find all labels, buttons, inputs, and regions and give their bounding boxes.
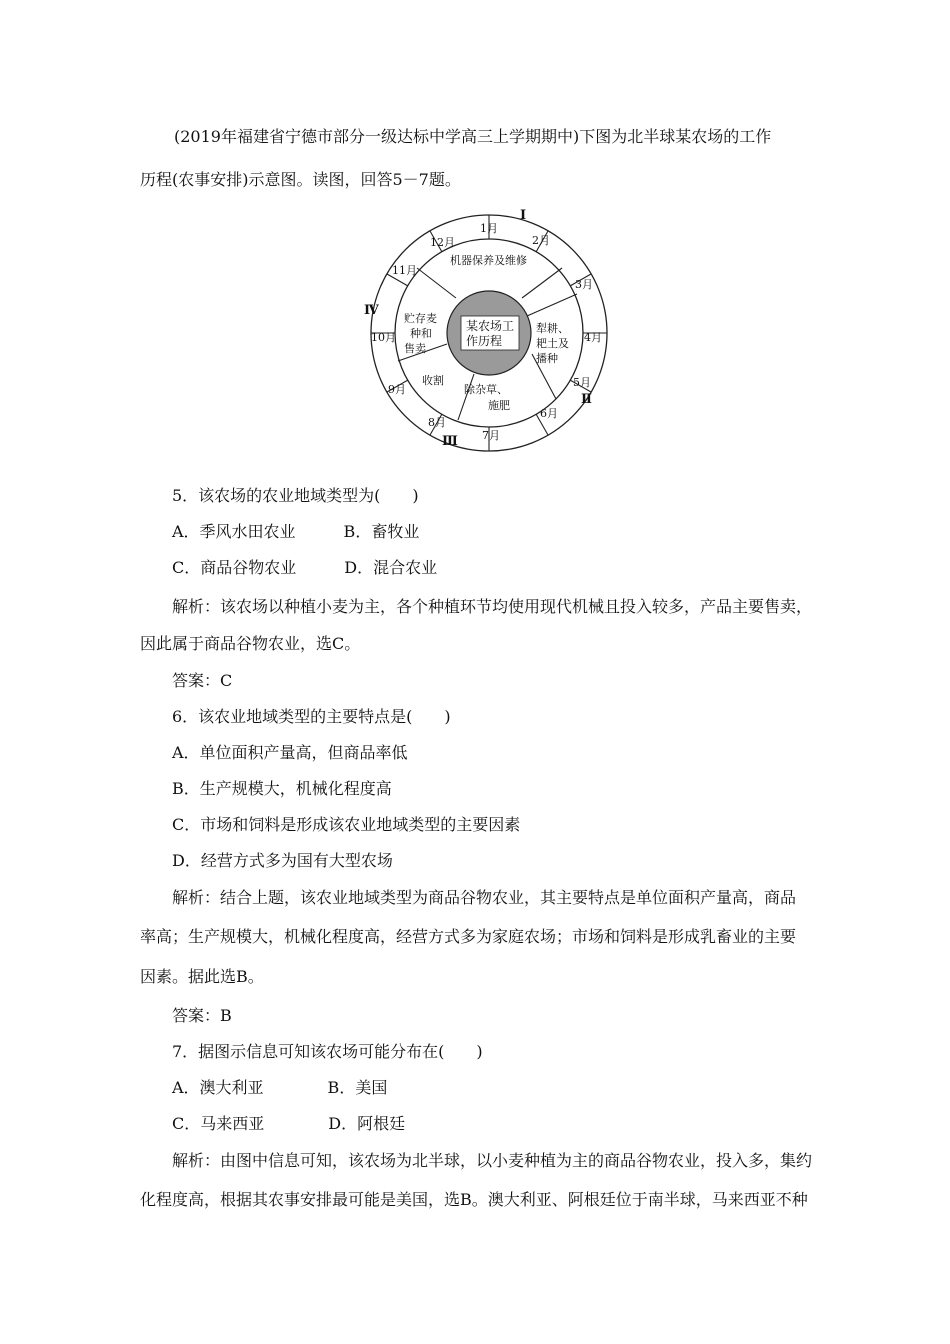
month-label-7: 7月 bbox=[482, 429, 500, 442]
month-label-8: 8月 bbox=[428, 416, 446, 429]
q5-stem: 5．该农场的农业地域类型为( ) bbox=[172, 486, 419, 505]
month-label-1: 1月 bbox=[480, 222, 498, 235]
q5-analysis-2: 因此属于商品谷物农业，选C。 bbox=[140, 634, 361, 653]
quadrant-label-3: Ⅲ bbox=[442, 434, 458, 449]
activity-plowing-3: 播种 bbox=[536, 352, 558, 365]
month-label-3: 3月 bbox=[575, 278, 593, 291]
center-label-line-1: 某农场工 bbox=[466, 319, 515, 333]
q7-options-cd: C．马来西亚 D．阿根廷 bbox=[172, 1114, 406, 1133]
quadrant-label-2: Ⅱ bbox=[581, 392, 592, 407]
month-label-10: 10月 bbox=[371, 331, 396, 344]
month-label-9: 9月 bbox=[388, 383, 406, 396]
q5-options-cd: C．商品谷物农业 D．混合农业 bbox=[172, 558, 438, 577]
farm-calendar-diagram bbox=[362, 206, 622, 456]
q7-analysis-1: 解析：由图中信息可知，该农场为北半球，以小麦种植为主的商品谷物农业，投入多，集约 bbox=[172, 1151, 813, 1170]
quadrant-label-1: Ⅰ bbox=[520, 208, 527, 223]
q7-options-ab: A．澳大利亚 B．美国 bbox=[172, 1078, 388, 1097]
q7-stem: 7．据图示信息可知该农场可能分布在( ) bbox=[172, 1042, 483, 1061]
q6-analysis-2: 率高；生产规模大，机械化程度高，经营方式多为家庭农场；市场和饲料是形成乳畜业的主要 bbox=[140, 927, 797, 946]
activity-storage-2: 种和 bbox=[410, 327, 432, 340]
month-label-5: 5月 bbox=[573, 376, 591, 389]
activity-maintenance: 机器保养及维修 bbox=[450, 254, 527, 267]
activity-plowing-1: 犁耕、 bbox=[536, 322, 569, 335]
q6-stem: 6．该农业地域类型的主要特点是( ) bbox=[172, 707, 451, 726]
q6-option-d: D．经营方式多为国有大型农场 bbox=[172, 851, 393, 870]
activity-weeding-2: 施肥 bbox=[488, 399, 510, 412]
center-label-line-2: 作历程 bbox=[466, 334, 503, 348]
activity-storage-1: 贮存麦 bbox=[404, 312, 437, 325]
activity-weeding-1: 除杂草、 bbox=[464, 383, 508, 396]
q6-option-b: B．生产规模大，机械化程度高 bbox=[172, 779, 392, 798]
quadrant-label-4: Ⅳ bbox=[364, 303, 379, 318]
intro-line-1: (2019年福建省宁德市部分一级达标中学高三上学期期中)下图为北半球某农场的工作 bbox=[174, 127, 772, 146]
month-label-11: 11月 bbox=[392, 264, 417, 277]
q5-answer: 答案：C bbox=[172, 671, 233, 690]
q6-option-a: A．单位面积产量高，但商品率低 bbox=[172, 743, 408, 762]
farm-calendar-svg bbox=[362, 206, 622, 456]
month-label-2: 2月 bbox=[532, 234, 550, 247]
month-label-12: 12月 bbox=[430, 236, 455, 249]
intro-line-2: 历程(农事安排)示意图。读图，回答5－7题。 bbox=[140, 170, 461, 189]
activity-plowing-2: 耙土及 bbox=[536, 337, 569, 350]
q7-analysis-2: 化程度高，根据其农事安排最可能是美国，选B。澳大利亚、阿根廷位于南半球，马来西亚不种 bbox=[140, 1190, 808, 1209]
q6-analysis-3: 因素。据此选B。 bbox=[140, 967, 264, 986]
month-label-4: 4月 bbox=[584, 331, 602, 344]
q6-analysis-1: 解析：结合上题，该农业地域类型为商品谷物农业，其主要特点是单位面积产量高，商品 bbox=[172, 888, 797, 907]
q6-answer: 答案：B bbox=[172, 1006, 232, 1025]
month-label-6: 6月 bbox=[540, 407, 558, 420]
q5-analysis-1: 解析：该农场以种植小麦为主，各个种植环节均使用现代机械且投入较多，产品主要售卖， bbox=[172, 597, 813, 616]
q6-option-c: C．市场和饲料是形成该农业地域类型的主要因素 bbox=[172, 815, 521, 834]
q5-options-ab: A．季风水田农业 B．畜牧业 bbox=[172, 522, 420, 541]
activity-harvest: 收割 bbox=[422, 374, 444, 387]
activity-storage-3: 售卖 bbox=[404, 342, 426, 355]
